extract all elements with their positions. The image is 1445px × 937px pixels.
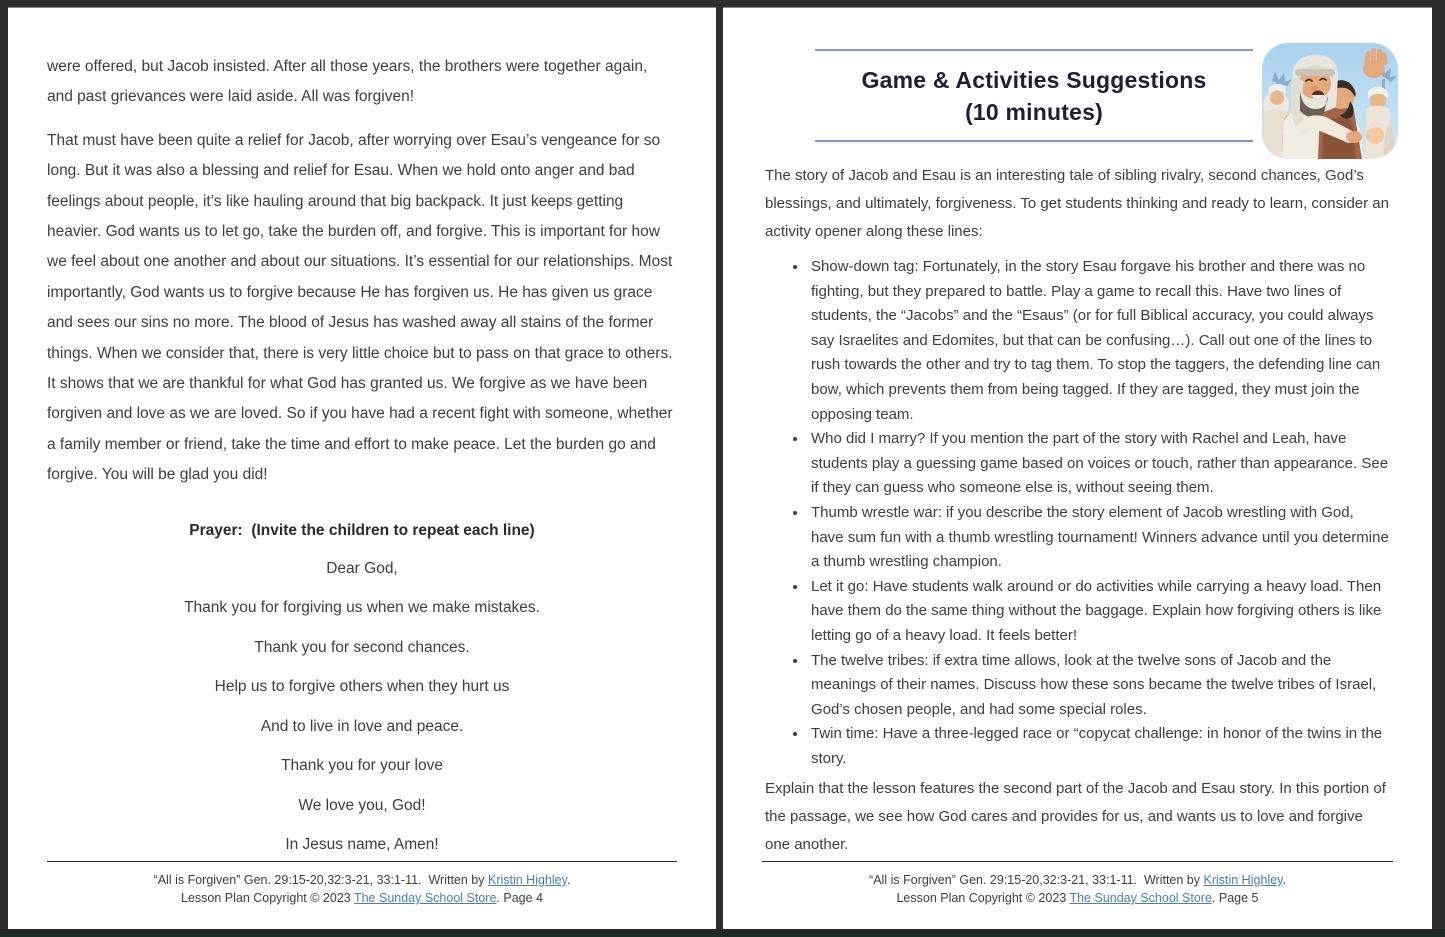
- document-page-4: [8, 7, 716, 929]
- prayer-heading: Prayer: (Invite the children to repeat each line): [189, 521, 535, 539]
- footer-citation-line: [47, 871, 677, 889]
- body-paragraph: were offered, but Jacob insisted. After all those years, the brothers were together again, and past grievances were laid aside. All was forgiven!: [47, 58, 648, 106]
- list-item: • Thumb wrestle war: if you describe the story element of Jacob wrestling with God, have sum fun with a thumb wrestling tournament! Winners advance until you determine a thumb wrestling champion.: [808, 501, 1390, 575]
- activities-closing: Explain that the lesson features the second part of the Jacob and Esau story. In this portion of the passage, we see how God cares and provides for us, and wants us to love and forgive one another.: [765, 780, 1386, 854]
- list-item: • Let it go: Have students walk around or do activities while carrying a heavy load. Then have them do the same thing without the baggage. Explain how forgiving others is like letting go of a heavy load. It feels better!: [808, 575, 1390, 649]
- page-4-footer: [47, 861, 677, 907]
- footer-citation-line: [762, 871, 1393, 889]
- author-link[interactable]: Kristin Highley: [1203, 873, 1283, 887]
- list-item: • The twelve tribes: if extra time allows, look at the twelve sons of Jacob and the meanings of their names. Discuss how these sons became the twelve tribes of Israel, God’s chosen people, and had some special roles.: [808, 649, 1390, 723]
- prayer-line: Help us to forgive others when they hurt us: [214, 678, 510, 696]
- prayer-section: [47, 521, 677, 865]
- list-item: • Show-down tag: Fortunately, in the story Esau forgave his brother and there was no fighting, but they prepared to battle. Play a game to recall this. Have two lines of students, the “Jacobs” and the “Esaus” (or for full Biblical accuracy, you could always say Israelites and Edomites, but that can be confusing…). Call out one of the lines to rush towards the other and try to tag them. To stop the taggers, the defending line can bow, which prevents them from being tagged. If they are tagged, they must join the opposing team.: [808, 255, 1390, 427]
- footer-citation-text: “All is Forgiven” Gen. 29:15-20,32:3-21, 33:1-11. Written by: [869, 873, 1204, 887]
- list-item: • Twin time: Have a three-legged race or “copycat challenge: in honor of the twins in the story.: [808, 722, 1390, 771]
- page-5-body: [723, 142, 1432, 859]
- prayer-line: We love you, God!: [298, 796, 426, 814]
- footer-copyright-line: [47, 889, 677, 907]
- footer-copyright-line: [762, 889, 1393, 907]
- prayer-line: Thank you for second chances.: [254, 638, 470, 656]
- footer-citation-end: .: [566, 873, 571, 887]
- footer-divider: [762, 861, 1393, 862]
- prayer-line: Thank you for your love: [281, 757, 443, 775]
- activities-list: [765, 255, 1390, 771]
- store-link[interactable]: The Sunday School Store: [353, 891, 497, 905]
- prayer-line: Dear God,: [326, 559, 398, 577]
- prayer-line: In Jesus name, Amen!: [285, 836, 439, 854]
- section-title-line2: (10 minutes): [965, 99, 1103, 125]
- body-paragraph: That must have been quite a relief for Jacob, after worrying over Esau’s vengeance for so long. But it was also a blessing and relief for Esau. When we hold onto anger and bad feelings about people, it’s like hauling around that big backpack. It just keeps getting heavier. God wants us to let go, take the burden off, and forgive. This is important for how we feel about one another and about our situations. It’s essential for our relationships. Most importantly, God wants us to forgive because He has forgiven us. He has given us grace and sees our sins no more. The blood of Jesus has washed away all stains of the former things. When we consider that, there is very little choice but to pass on that grace to others. It shows that we are thankful for what God has granted us. We forgive as we have been forgiven and love as we are loved. So if you have had a recent fight with someone, whether a family member or friend, take the time and effort to make peace. Let the burden go and forgive. You will be glad you did!: [47, 131, 673, 484]
- footer-divider: [47, 861, 677, 862]
- store-link[interactable]: The Sunday School Store: [1069, 891, 1212, 905]
- page-4-body: [8, 8, 716, 865]
- footer-copyright-text: Lesson Plan Copyright © 2023: [180, 891, 354, 905]
- activities-intro: The story of Jacob and Esau is an interesting tale of sibling rivalry, second chances, God’s blessings, and ultimately, forgiveness. To get students thinking and ready to learn, consider an activity opener along these lines:: [765, 167, 1389, 240]
- page-5-footer: [762, 861, 1393, 907]
- section-title-line1: Game & Activities Suggestions: [861, 67, 1207, 93]
- footer-page-number: . Page 5: [1211, 891, 1259, 905]
- prayer-line: Thank you for forgiving us when we make mistakes.: [184, 599, 540, 617]
- footer-citation-text: “All is Forgiven” Gen. 29:15-20,32:3-21, 33:1-11. Written by: [153, 873, 488, 887]
- footer-citation-end: .: [1282, 873, 1286, 887]
- section-heading: [815, 49, 1253, 142]
- footer-page-number: . Page 4: [496, 891, 543, 905]
- document-page-5: [723, 7, 1432, 929]
- author-link[interactable]: Kristin Highley: [487, 873, 567, 887]
- list-item: • Who did I marry? If you mention the part of the story with Rachel and Leah, have students play a guessing game based on voices or touch, rather than appearance. See if they can guess who someone else is, without seeing them.: [808, 427, 1390, 501]
- prayer-line: And to live in love and peace.: [260, 717, 464, 735]
- next-page-edge-bar: [0, 929, 1445, 937]
- footer-copyright-text: Lesson Plan Copyright © 2023: [896, 891, 1070, 905]
- jacob-esau-hug-illustration: [1262, 43, 1398, 159]
